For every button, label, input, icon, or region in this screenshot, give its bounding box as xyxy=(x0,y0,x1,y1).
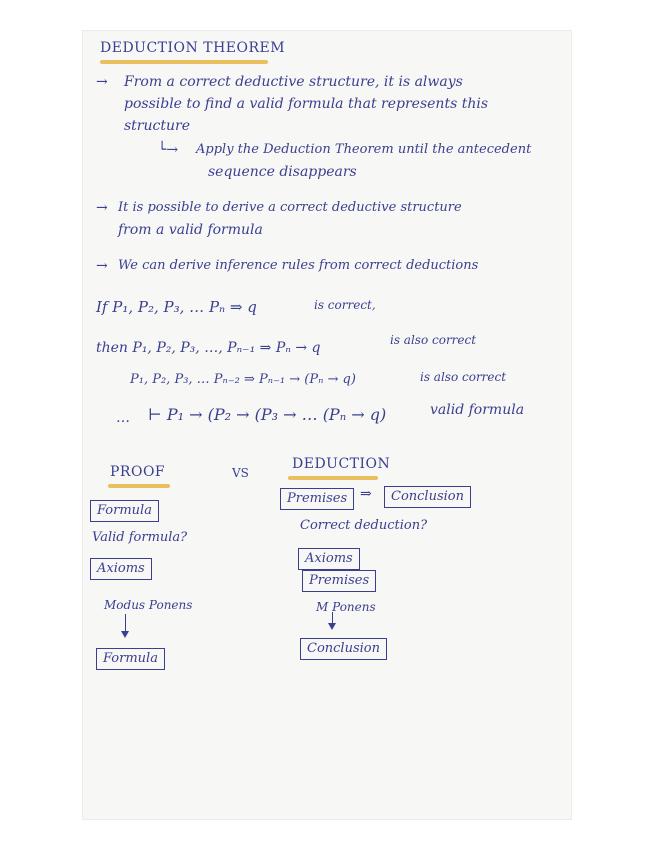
note-line: from a valid formula xyxy=(118,222,263,238)
formula-line-2: then P₁, P₂, P₃, …, Pₙ₋₁ ⇒ Pₙ → q xyxy=(96,340,321,356)
deduction-axioms-box: Axioms xyxy=(298,548,360,570)
note-marker: → xyxy=(96,200,108,216)
proof-formula-bottom-box: Formula xyxy=(96,648,165,670)
formula-note-4: valid formula xyxy=(430,402,525,418)
deduction-rule: M Ponens xyxy=(316,600,376,614)
deduction-conclusion-lower-box: Conclusion xyxy=(300,638,387,660)
vs-label: VS xyxy=(232,466,249,480)
deduction-question: Correct deduction? xyxy=(300,518,428,533)
deduction-heading-highlight xyxy=(288,476,378,480)
formula-line-3: P₁, P₂, P₃, … Pₙ₋₂ ⇒ Pₙ₋₁ → (Pₙ → q) xyxy=(130,372,356,387)
page-title: DEDUCTION THEOREM xyxy=(100,40,286,56)
formula-note-2: is also correct xyxy=(390,333,477,347)
deduction-conclusion-box: Conclusion xyxy=(384,486,471,508)
proof-question: Valid formula? xyxy=(92,530,188,545)
deduction-premises-box: Premises xyxy=(280,488,354,510)
note-line: possible to find a valid formula that represents this xyxy=(124,96,489,112)
proof-heading-highlight xyxy=(108,484,170,488)
note-line: From a correct deductive structure, it is always xyxy=(124,74,463,90)
note-marker: → xyxy=(96,74,108,90)
formula-line-4-prefix: … xyxy=(116,410,130,426)
note-marker: └→ xyxy=(158,142,179,158)
formula-note-1: is correct, xyxy=(314,298,376,312)
proof-heading: PROOF xyxy=(110,464,166,480)
deduction-premises-lower-box: Premises xyxy=(302,570,376,592)
note-line: We can derive inference rules from correct deductions xyxy=(118,258,479,273)
proof-formula-box: Formula xyxy=(90,500,159,522)
formula-note-3: is also correct xyxy=(420,370,507,384)
formula-line-4: ⊢ P₁ → (P₂ → (P₃ → … (Pₙ → q) xyxy=(148,405,387,424)
note-line: structure xyxy=(124,118,190,134)
note-marker: → xyxy=(96,258,108,274)
proof-axioms-box: Axioms xyxy=(90,558,152,580)
proof-rule: Modus Ponens xyxy=(104,598,193,612)
proof-down-arrow xyxy=(125,614,126,636)
deduction-down-arrow xyxy=(332,612,333,628)
note-line: It is possible to derive a correct deductive structure xyxy=(118,200,462,215)
formula-line-1: If P₁, P₂, P₃, … Pₙ ⇒ q xyxy=(96,298,257,316)
note-line: sequence disappears xyxy=(208,164,357,180)
deduction-implies: ⇒ xyxy=(360,486,372,502)
note-line: Apply the Deduction Theorem until the antecedent xyxy=(196,142,532,157)
deduction-heading: DEDUCTION xyxy=(292,456,391,472)
title-highlight xyxy=(100,60,268,64)
